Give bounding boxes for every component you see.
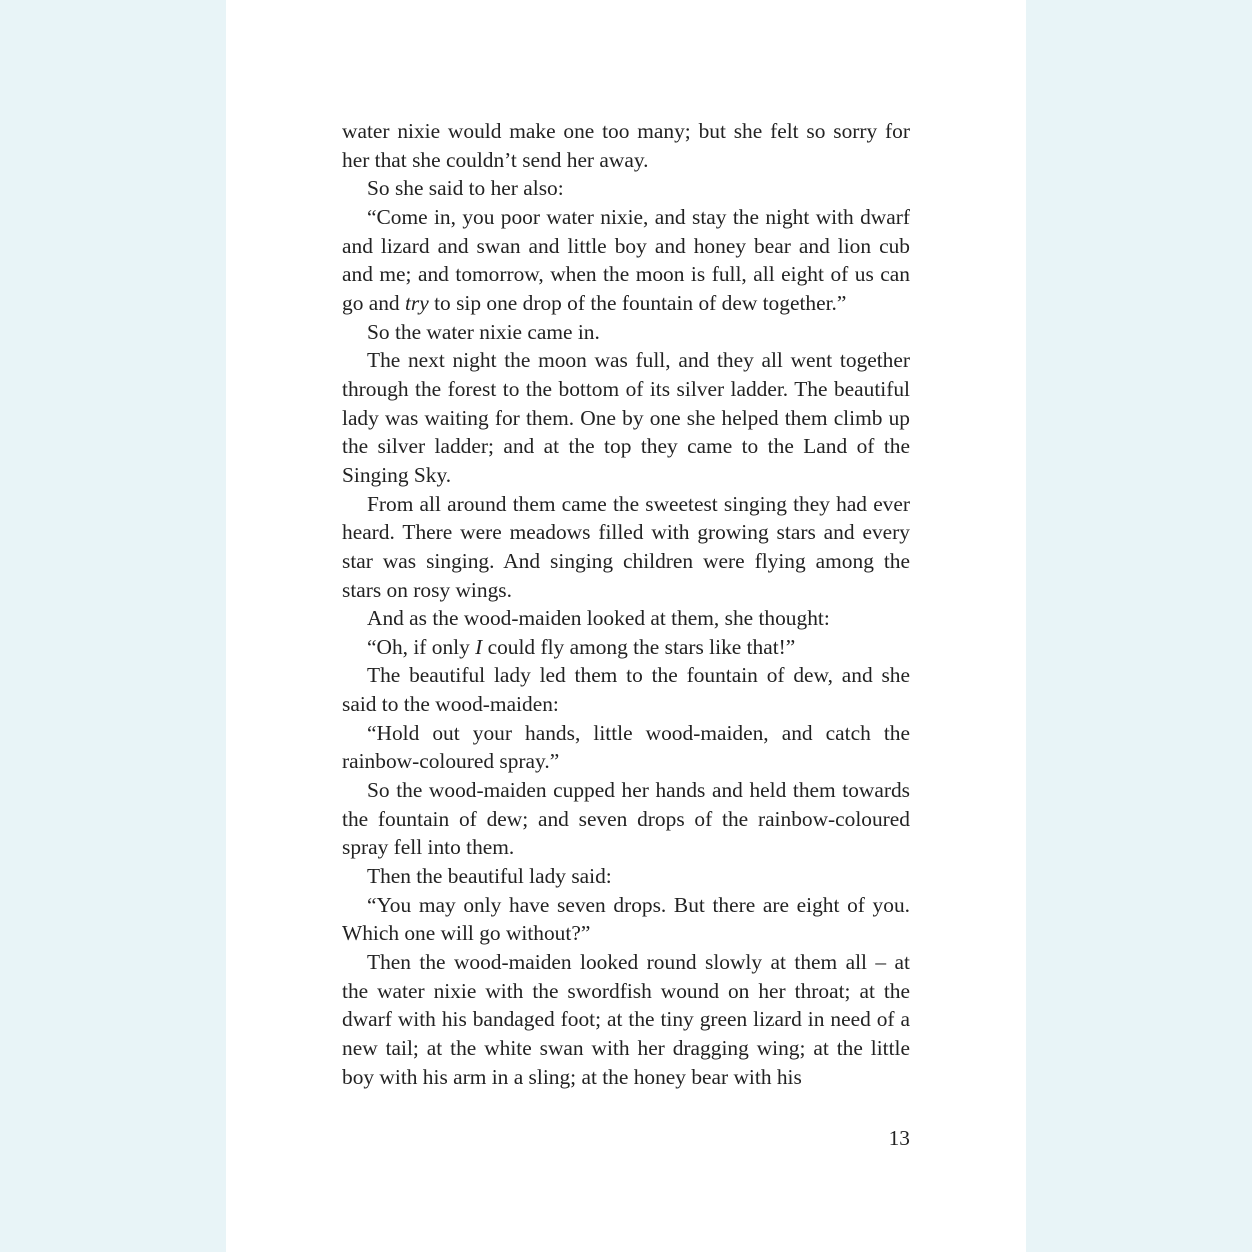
page-number: 13 xyxy=(888,1126,910,1150)
paragraph-2: So she said to her also: xyxy=(367,176,564,201)
paragraph-14: Then the wood-maiden looked round slowly at them all – at the water nixie with the swordfish wound on her throat; at the dwarf with his bandaged foot; at the tiny green lizard in need of a new tail; at the white swan with her dragging wing; at the little boy with his arm in a sling; at the honey bear with his xyxy=(342,950,910,1089)
paragraph-6: From all around them came the sweetest singing they had ever heard. There were meadows filled with growing stars and every star was singing. And singing children were flying among the stars on rosy wings. xyxy=(342,491,910,602)
paragraph-1: water nixie would make one too many; but she felt so sorry for her that she couldn’t send her away. xyxy=(342,119,910,172)
paragraph-11: So the wood-maiden cupped her hands and held them towards the fountain of dew; and seven drops of the rainbow-coloured spray fell into them. xyxy=(342,778,910,860)
paragraph-12: Then the beautiful lady said: xyxy=(367,864,612,889)
paragraph-4: So the water nixie came in. xyxy=(367,319,600,344)
book-page xyxy=(226,0,1026,1252)
paragraph-13: “You may only have seven drops. But there are eight of you. Which one will go without?” xyxy=(342,892,910,946)
paragraph-7: And as the wood-maiden looked at them, she thought: xyxy=(367,606,830,631)
body-text xyxy=(342,117,910,1091)
paragraph-9: The beautiful lady led them to the fountain of dew, and she said to the wood-maiden: xyxy=(342,663,910,717)
emphasis-i: I xyxy=(475,634,483,659)
emphasis-try: try xyxy=(404,290,429,315)
paragraph-3: “Come in, you poor water nixie, and stay the night with dwarf and lizard and swan and little boy and honey bear and lion cub and me; and tomorrow, when the moon is full, all eight of us can go and try to sip one drop of the fountain of dew together.” xyxy=(342,204,910,315)
paragraph-8: “Oh, if only I could fly among the stars like that!” xyxy=(367,634,796,659)
paragraph-5: The next night the moon was full, and they all went together through the forest to the bottom of its silver ladder. The beautiful lady was waiting for them. One by one she helped them climb up the silver ladder; and at the top they came to the Land of the Singing Sky. xyxy=(342,348,910,487)
paragraph-10: “Hold out your hands, little wood-maiden, and catch the rainbow-coloured spray.” xyxy=(342,720,910,774)
